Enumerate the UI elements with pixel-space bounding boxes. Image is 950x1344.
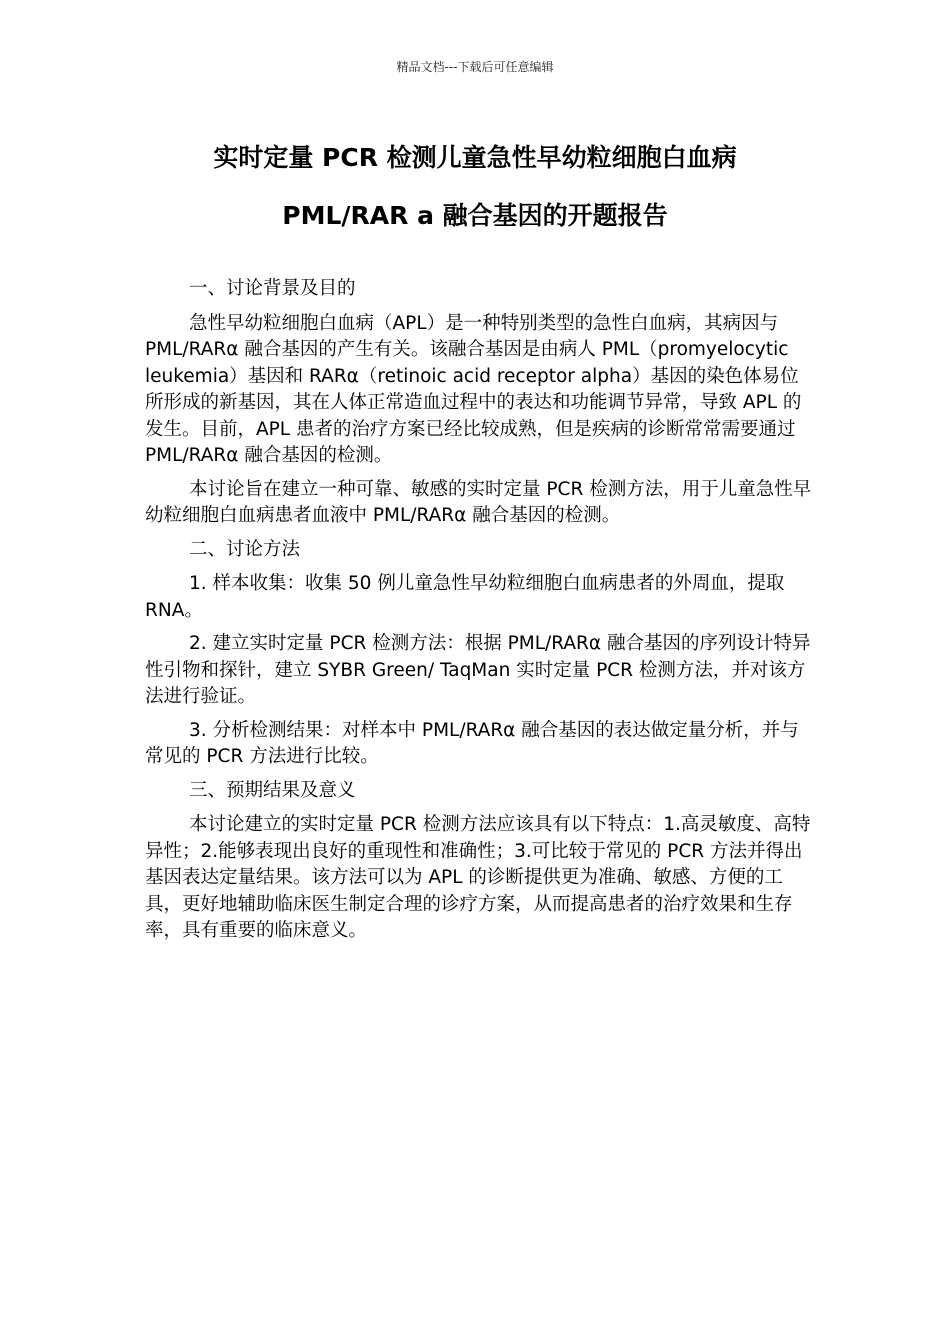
- paragraph-method-3: 3. 分析检测结果：对样本中 PML/RARα 融合基因的表达做定量分析，并与常见的 PCR 方法进行比较。: [145, 719, 799, 767]
- paragraph-background-2: 本讨论旨在建立一种可靠、敏感的实时定量 PCR 检测方法，用于儿童急性早幼粒细胞白血病患者血液中 PML/RARα 融合基因的检测。: [145, 478, 812, 526]
- paragraph-expected-results: 本讨论建立的实时定量 PCR 检测方法应该具有以下特点：1.高灵敏度、高特异性；2.能够表现出良好的重现性和准确性；3.可比较于常见的 PCR 方法并得出基因表达定量结果。该方法可以为 APL 的诊断提供更为准确、敏感、方便的工具，更好地辅助临床医生制定合理的诊疗方案，从而提高患者的治疗效果和生存率，具有重要的临床意义。: [145, 814, 811, 941]
- document-body: [145, 276, 815, 952]
- document-title-line-1: 实时定量 PCR 检测儿童急性早幼粒细胞白血病: [213, 143, 737, 172]
- page-header: 精品文档---下载后可任意编辑: [396, 60, 554, 74]
- section-heading-methods: 二、讨论方法: [189, 538, 301, 560]
- section-heading-expected-results: 三、预期结果及意义: [189, 779, 356, 801]
- document-title-line-2: PML/RAR a 融合基因的开题报告: [282, 201, 668, 230]
- paragraph-background-1: 急性早幼粒细胞白血病（APL）是一种特别类型的急性白血病，其病因与 PML/RARα 融合基因的产生有关。该融合基因是由病人 PML（promyelocytic leukemia）基因和 RARα（retinoic acid receptor alpha）基因的染色体易位所形成的新基因，其在人体正常造血过程中的表达和功能调节异常，导致 APL 的发生。目前，APL 患者的治疗方案已经比较成熟，但是疾病的诊断常常需要通过 PML/RARα 融合基因的检测。: [145, 312, 802, 466]
- paragraph-method-2: 2. 建立实时定量 PCR 检测方法：根据 PML/RARα 融合基因的序列设计特异性引物和探针，建立 SYBR Green/ TaqMan 实时定量 PCR 检测方法，并对该方法进行验证。: [145, 633, 811, 707]
- paragraph-method-1: 1. 样本收集：收集 50 例儿童急性早幼粒细胞白血病患者的外周血，提取 RNA。: [145, 573, 785, 621]
- section-heading-background: 一、讨论背景及目的: [189, 278, 356, 299]
